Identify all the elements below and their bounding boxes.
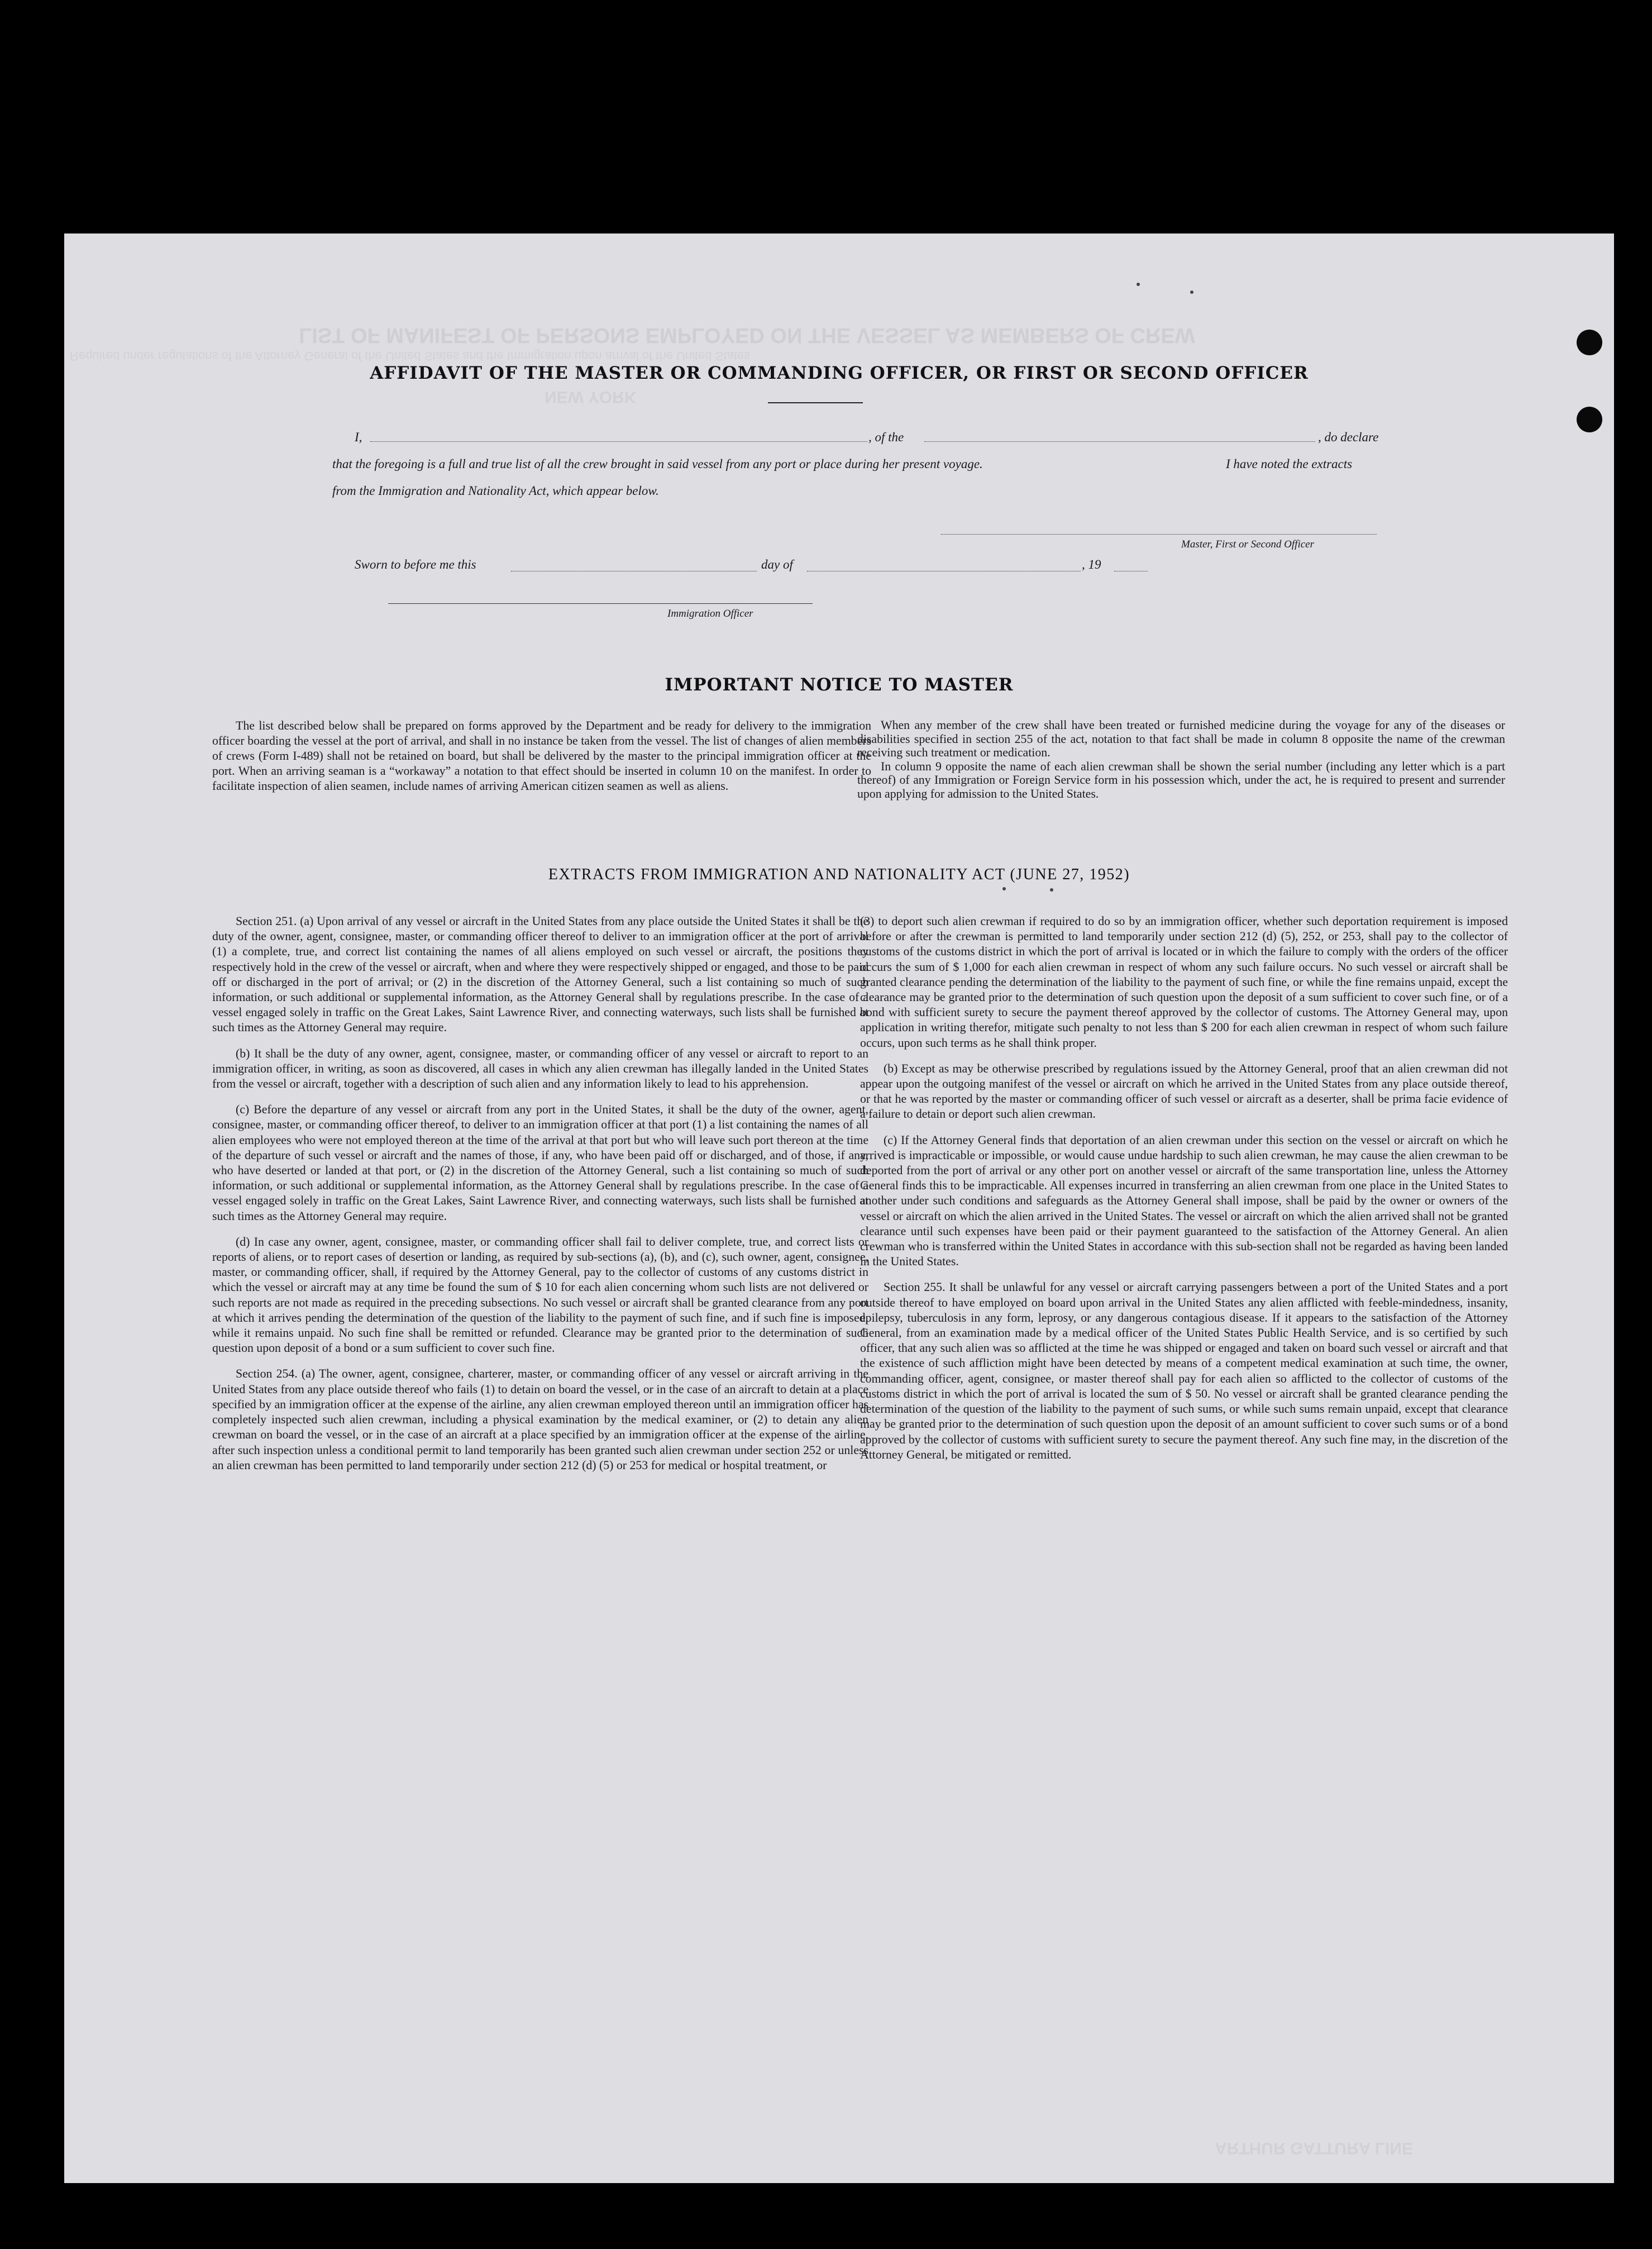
section-254-a: Section 254. (a) The owner, agent, consignee, charterer, master, or commanding officer of any vessel or aircraft arriving in the United States from any place outside thereof who fails (1) to detain on board the vessel, or in the case of an aircraft to detain at a place specified by an immigration officer at the expense of the airline, any alien crewman employed thereon until an immigration officer has completely inspected such alien crewman, including a physical examination by the medical examiner, or (2) to detain any alien crewman on board the vessel, or in the case of an aircraft at a place specified by an immigration officer at the expense of the airline, after such inspection unless a conditional permit to land temporarily has been granted such alien crewman under section 252 or unless an alien crewman has been permitted to land temporarily under section 212 (d) (5) or 253 for medical or hospital treatment, or <box>212 1367 868 1472</box>
year-label: , 19 <box>1082 558 1101 571</box>
section-251-a: Section 251. (a) Upon arrival of any vessel or aircraft in the United States from any place outside the United States it shall be the duty of the owner, agent, consignee, master, or commanding officer thereof to deliver to an immigration officer at the port of arrival (1) a complete, true, and correct list containing the names of all aliens employed on such vessel or aircraft, the positions they respectively hold in the crew of the vessel or aircraft, when and where they were respectively shipped or engaged, and those to be paid off or discharged in the port of arrival; or (2) in the discretion of the Attorney General, such a list containing so much of such information, or such additional or supplemental information, as the Attorney General shall by regulations prescribe. In the case of a vessel engaged solely in traffic on the Great Lakes, Saint Lawrence River, and connecting waterways, such lists shall be furnished at such times as the Attorney General may require. <box>212 914 868 1035</box>
ghost-header-line2: Required under regulations of the Attorney General of the United States and the Immigration upon arrival of the United States <box>70 349 751 363</box>
ghost-header-line1: LIST OF MANIFEST OF PERSONS EMPLOYED ON THE VESSEL AS MEMBERS OF CREW <box>299 323 1195 347</box>
ghost-footer: ARTHUR GATTURA LINE <box>1215 2139 1413 2157</box>
notice-right-text-1: When any member of the crew shall have been treated or furnished medicine during the voyage for any of the diseases or disabilities specified in section 255 of the act, notation to that fact shall be made in column 8 opposite the name of the crewman receiving such treatment or medication. <box>857 718 1505 759</box>
affidavit-statement-end: from the Immigration and Nationality Act, which appear below. <box>332 484 659 498</box>
speck <box>1002 887 1006 890</box>
officer-caption: Immigration Officer <box>667 608 753 620</box>
affidavit-title: AFFIDAVIT OF THE MASTER OR COMMANDING OFFICER, OR FIRST OR SECOND OFFICER <box>370 363 1309 383</box>
section-255: Section 255. It shall be unlawful for any vessel or aircraft carrying passengers between a port of the United States and a port outside thereof to have employed on board upon arrival in the United States any alien afflicted with feeble-mindedness, insanity, epilepsy, tuberculosis in any form, leprosy, or any dangerous contagious disease. If it appears to the satisfaction of the Attorney General, from an examination made by a medical officer of the United States Public Health Service, and is so certified by such officer, that any such alien was so afflicted at the time he was shipped or engaged and taken on board such vessel or aircraft and that the existence of such affliction might have been detected by means of a competent medical examination at such time, the owner, commanding officer, agent, consignee, or master thereof shall pay for each alien so afflicted to the collector of customs of the customs district in which the port of arrival is located the sum of $ 50. No vessel or aircraft shall be granted clearance pending the determination of the question of the liability to the payment of such sums, or while such sums remain unpaid, except that clearance may be granted prior to the determination of such question upon the deposit of an amount sufficient to cover such sums or of a bond approved by the collector of customs with sufficient surety to secure the payment thereof. Any such fine may, in the discretion of the Attorney General, be mitigated or remitted. <box>860 1280 1508 1461</box>
section-254-a-cont: (3) to deport such alien crewman if required to do so by an immigration officer, whether such deportation requirement is imposed before or after the crewman is permitted to land temporarily under section 212 (d) (5), 252, or 253, shall pay to the collector of customs of the customs district in which the port of arrival is located or in which the failure to comply with the orders of the officer occurs the sum of $ 1,000 for each alien crewman in respect of whom any such failure occurs. No such vessel or aircraft shall be granted clearance pending the determination of the liability to the payment of such fine, or while the fine remains unpaid, except the clearance may be granted prior to the determination of such question upon the deposit of a sum sufficient to cover such fine, or of a bond with sufficient surety to secure the payment thereof approved by the collector of customs. The Attorney General may, upon application in writing therefor, mitigate such penalty to not less than $ 200 for each alien crewman in respect of whom such failure occurs, upon such terms as he shall think proper. <box>860 914 1508 1050</box>
document-page <box>64 234 1614 2183</box>
punch-hole-top <box>1577 330 1602 355</box>
speck <box>1050 888 1053 892</box>
vessel-line <box>924 441 1315 442</box>
notice-right-text-2: In column 9 opposite the name of each alien crewman shall be shown the serial number (including any letter which is a part thereof) of any Immigration or Foreign Service form in his possession which, under the act, he is required to present and surrender upon applying for admission to the United States. <box>857 759 1505 801</box>
notice-left-text: The list described below shall be prepared on forms approved by the Department and be ready for delivery to the immigration officer boarding the vessel at the port of arrival, and shall in no instance be taken from the vessel. The list of changes of alien members of crews (Form I-489) shall not be retained on board, but shall be delivered by the master to the principal immigration officer at the port. When an arriving seaman is a “workaway” a notation to that effect should be inserted in column 10 on the manifest. In order to facilitate inspection of alien seamen, include names of arriving American citizen seamen as well as aliens. <box>212 719 871 793</box>
punch-hole-bottom <box>1577 407 1602 432</box>
section-251-d: (d) In case any owner, agent, consignee, master, or commanding officer shall fail to deliver complete, true, and correct lists or reports of aliens, or to report cases of desertion or landing, as required by sub-sections (a), (b), and (c), such owner, agent, consignee, master, or commanding officer, shall, if required by the Attorney General, pay to the collector of customs of any customs district in which the vessel or aircraft may at any time be found the sum of $ 10 for each alien concerning whom such lists are not delivered or such reports are not made as required in the preceding subsections. No such vessel or aircraft shall be granted clearance from any port at which it arrives pending the determination of the question of the liability to the payment of such fine, and if such fine is imposed, while it remains unpaid. No such fine shall be remitted or refunded. Clearance may be granted prior to the determination of such question upon deposit of a bond or a sum sufficient to cover such fine. <box>212 1235 868 1355</box>
section-251-c: (c) Before the departure of any vessel or aircraft from any port in the United States, it shall be the duty of the owner, agent, consignee, master, or commanding officer thereof, to deliver to an immigration officer at that port (1) a list containing the names of all alien employees who were not employed thereon at the time of the arrival at that port but who will leave such port thereon at the time of the departure of such vessel or aircraft and the names of those, if any, who have been paid off or discharged, and of those, if any, who have deserted or landed at that port, or (2) in the discretion of the Attorney General, such a list containing so much of such information, or such additional or supplemental information, as the Attorney General shall by regulations prescribe. In the case of a vessel engaged solely in traffic on the Great Lakes, Saint Lawrence River, and connecting waterways, such lists shall be furnished at such times as the Attorney General may require. <box>212 1103 868 1223</box>
affidavit-statement: that the foregoing is a full and true list of all the crew brought in said vessel from any port or place during her present voyage. <box>332 457 983 471</box>
section-251-b: (b) It shall be the duty of any owner, agent, consignee, master, or commanding officer of any vessel or aircraft to report to an immigration officer, in writing, as soon as discovered, all cases in which any alien crewman has illegally landed in the United States from the vessel or aircraft, together with a description of such alien and any information likely to lead to his apprehension. <box>212 1046 868 1091</box>
notice-title: IMPORTANT NOTICE TO MASTER <box>665 675 1014 695</box>
signature-line <box>941 534 1377 535</box>
notice-left-column <box>212 718 871 804</box>
section-254-b: (b) Except as may be otherwise prescribed by regulations issued by the Attorney General, proof that an alien crewman did not appear upon the outgoing manifest of the vessel or aircraft on which he arrived in the United States from any place outside thereof, or that he was reported by the master or commanding officer of such vessel or aircraft as a deserter, shall be prima facie evidence of a failure to detain or deport such alien crewman. <box>860 1061 1508 1121</box>
notice-right-column <box>857 718 1505 811</box>
extracts-right-column <box>860 914 1508 1473</box>
name-line <box>370 441 867 442</box>
affidavit-statement-extracts: I have noted the extracts <box>1226 457 1353 471</box>
speck <box>1137 283 1140 286</box>
affidavit-of-the-label: , of the <box>868 430 904 444</box>
officer-signature-line <box>388 603 813 604</box>
ghost-header-line3: NEW YORK <box>545 388 637 406</box>
extracts-left-column <box>212 914 868 1484</box>
affidavit-do-declare-label: , do declare <box>1318 430 1379 444</box>
signature-caption: Master, First or Second Officer <box>1181 539 1315 550</box>
day-of-label: day of <box>761 558 793 571</box>
affidavit-i-label: I, <box>355 430 362 444</box>
section-254-c: (c) If the Attorney General finds that deportation of an alien crewman under this section on the vessel or aircraft on which he arrived is impracticable or impossible, or would cause undue hardship to such alien crewman, he may cause the alien crewman to be deported from the port of arrival or any other port on another vessel or aircraft of the same transportation line, unless the Attorney General finds this to be impracticable. All expenses incurred in transferring an alien crewman from one place in the United States to another under such conditions and safeguards as the Attorney General shall impose, shall be paid by the owner or owners of the vessel or aircraft on which the alien arrived in the United States. The vessel or aircraft on which the alien arrived shall not be granted clearance until such expenses have been paid or their payment guaranteed to the satisfaction of the Attorney General. An alien crewman who is transferred within the United States in accordance with this sub-section shall not be regarded as having been landed in the United States. <box>860 1133 1508 1269</box>
title-rule <box>768 402 863 403</box>
speck <box>1190 290 1193 294</box>
sworn-label: Sworn to before me this <box>355 558 476 571</box>
extracts-title: EXTRACTS FROM IMMIGRATION AND NATIONALITY ACT (JUNE 27, 1952) <box>548 866 1130 883</box>
